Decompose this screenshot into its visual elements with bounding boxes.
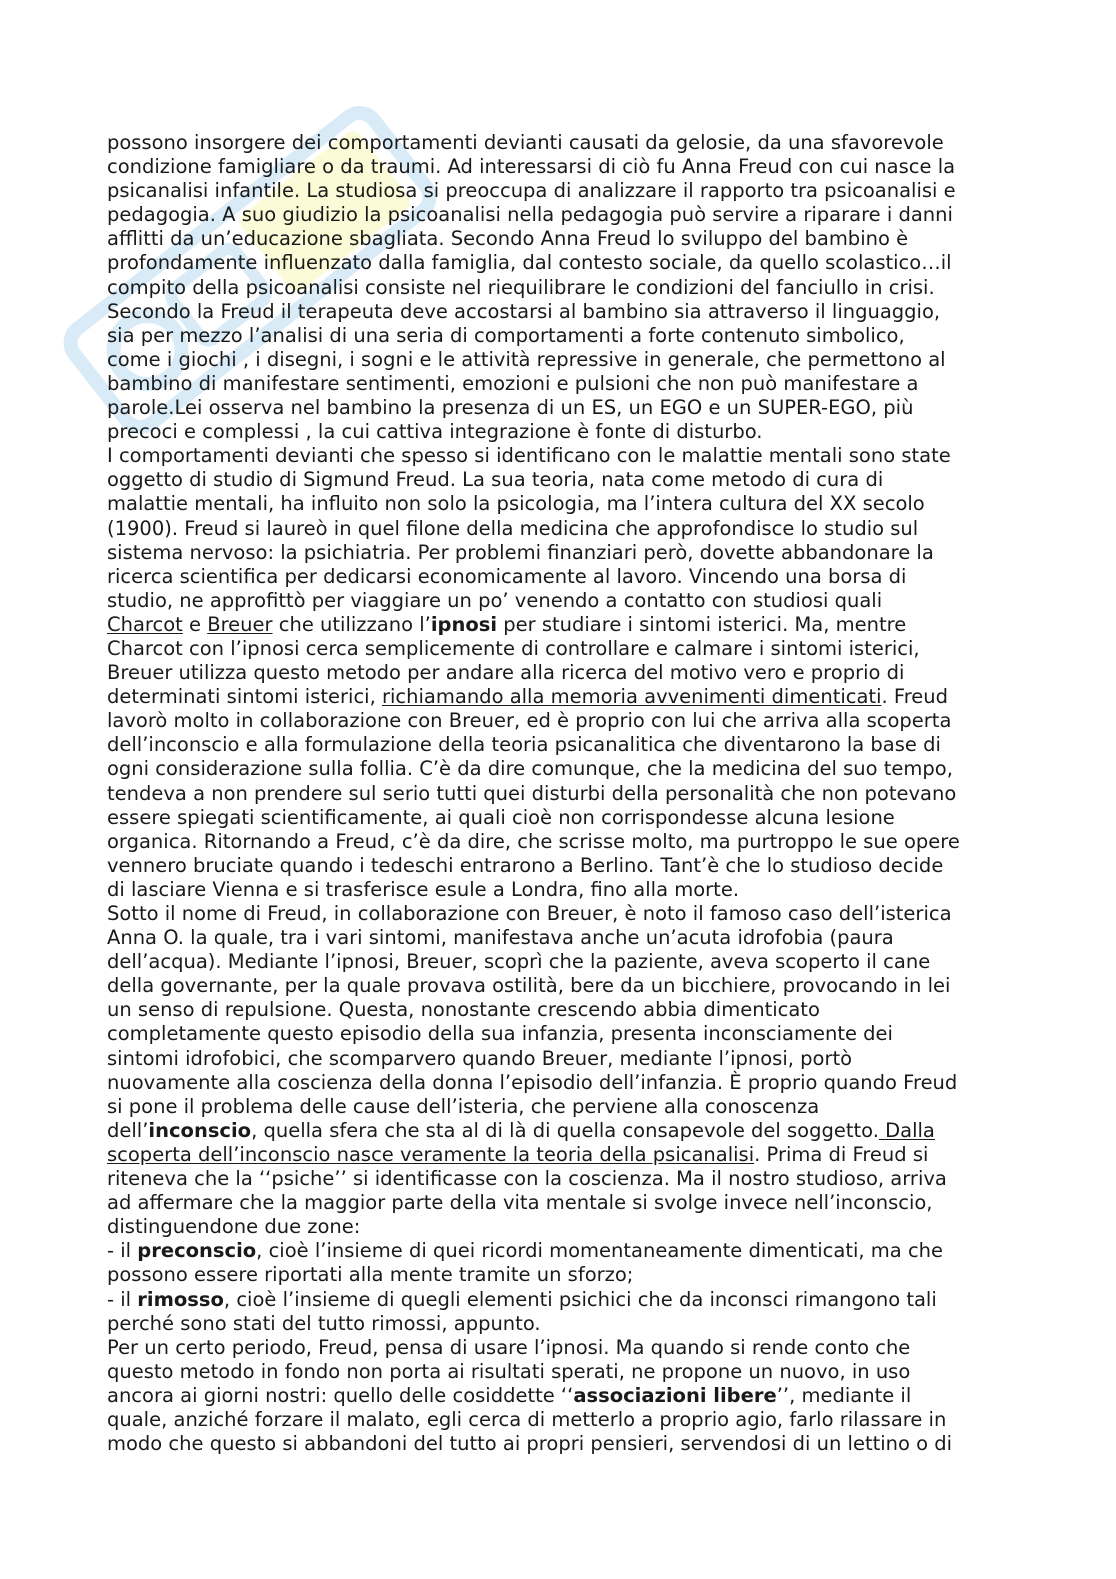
text-line <box>107 830 1007 854</box>
text-segment: , cioè l’insieme di quegli elementi psichici che da inconsci rimangono tali <box>223 1287 937 1311</box>
text-segment: organica. Ritornando a Freud, c’è da dire, che scrisse molto, ma purtroppo le sue opere <box>107 829 960 853</box>
text-segment: psicanalisi infantile. La studiosa si preoccupa di analizzare il rapporto tra psicoanalisi e <box>107 179 956 203</box>
text-line <box>107 517 1007 541</box>
text-segment: . Prima di Freud si <box>754 1142 929 1166</box>
text-segment: profondamente influenzato dalla famiglia, dal contesto sociale, da quello scolastico…il <box>107 251 952 275</box>
underlined-text: Charcot <box>107 612 183 636</box>
text-line <box>107 179 1007 203</box>
text-line <box>107 1336 1007 1360</box>
text-line <box>107 589 1007 613</box>
text-line <box>107 1360 1007 1384</box>
text-line <box>107 1143 1007 1167</box>
text-segment: Sotto il nome di Freud, in collaborazione con Breuer, è noto il famoso caso dell’isterica <box>107 902 952 925</box>
underlined-text: Breuer <box>207 612 273 636</box>
text-segment: determinati sintomi isterici, <box>107 685 382 709</box>
bold-term: associazioni libere <box>573 1383 777 1407</box>
text-segment: Anna O. la quale, tra i vari sintomi, manifestava anche un’acuta idrofobia (paura <box>107 926 894 950</box>
text-segment: pedagogia. A suo giudizio la psicoanalisi nella pedagogia può servire a riparare i danni <box>107 203 953 227</box>
text-segment: Charcot con l’ipnosi cerca semplicemente di controllare e calmare i sintomi isterici, <box>107 636 920 660</box>
text-segment: oggetto di studio di Sigmund Freud. La sua teoria, nata come metodo di cura di <box>107 468 884 492</box>
text-segment: questo metodo in fondo non porta ai risultati sperati, ne propone un nuovo, in uso <box>107 1359 911 1383</box>
text-line <box>107 950 1007 974</box>
text-line <box>107 348 1007 372</box>
text-line <box>107 155 1007 179</box>
text-line <box>107 1384 1007 1408</box>
text-segment: e <box>182 612 208 636</box>
text-line <box>107 806 1007 830</box>
text-segment: ricerca scientifica per dedicarsi economicamente al lavoro. Vincendo una borsa di <box>107 564 907 588</box>
text-line <box>107 541 1007 565</box>
text-segment: quale, anziché forzare il malato, egli cerca di metterlo a proprio agio, farlo rilassare in <box>107 1407 947 1431</box>
text-segment: Breuer utilizza questo metodo per andare alla ricerca del motivo vero e proprio di <box>107 661 905 685</box>
text-line <box>107 372 1007 396</box>
text-line <box>107 1288 1007 1312</box>
text-segment: studio, ne approfittò per viaggiare un po’ venendo a contatto con studiosi quali <box>107 588 883 612</box>
text-line <box>107 998 1007 1022</box>
text-segment: bambino di manifestare sentimenti, emozioni e pulsioni che non può manifestare a <box>107 371 919 395</box>
text-segment: parole.Lei osserva nel bambino la presenza di un ES, un EGO e un SUPER-EGO, più <box>107 396 914 420</box>
text-segment: di lasciare Vienna e si trasferisce esule a Londra, fino alla morte. <box>107 877 740 901</box>
text-line <box>107 1191 1007 1215</box>
text-segment: condizione famigliare o da traumi. Ad interessarsi di ciò fu Anna Freud con cui nasce la <box>107 155 956 179</box>
text-line <box>107 854 1007 878</box>
text-line <box>107 1263 1007 1287</box>
text-line <box>107 733 1007 757</box>
text-segment: dell’acqua). Mediante l’ipnosi, Breuer, scoprì che la paziente, aveva scoperto il cane <box>107 950 931 974</box>
text-line <box>107 396 1007 420</box>
bold-term: preconscio <box>137 1239 257 1263</box>
text-segment: sintomi idrofobici, che scomparvero quando Breuer, mediante l’ipnosi, portò <box>107 1046 853 1070</box>
text-segment: dell’inconscio e alla formulazione della teoria psicanalitica che diventarono la base di <box>107 733 941 757</box>
bold-term: ipnosi <box>430 612 498 636</box>
text-segment: (1900). Freud si laureò in quel filone della medicina che approfondisce lo studio sul <box>107 516 919 540</box>
text-line <box>107 492 1007 516</box>
text-segment: come i giochi , i disegni, i sogni e le attività repressive in generale, che permettono al <box>107 347 946 371</box>
text-segment: , cioè l’insieme di quei ricordi momentaneamente dimenticati, ma che <box>256 1239 944 1263</box>
text-line <box>107 661 1007 685</box>
text-segment: Secondo la Freud il terapeuta deve accostarsi al bambino sia attraverso il linguaggio, <box>107 299 941 323</box>
text-segment: un senso di repulsione. Questa, nonostante crescendo abbia dimenticato <box>107 998 820 1022</box>
bold-term: inconscio <box>148 1118 252 1142</box>
text-segment: completamente questo episodio della sua infanzia, presenta inconsciamente dei <box>107 1022 893 1046</box>
text-line <box>107 902 1007 926</box>
text-segment: essere spiegati scientificamente, ai quali cioè non corrispondesse alcuna lesione <box>107 805 895 829</box>
text-segment: ad affermare che la maggior parte della vita mentale si svolge invece nell’inconscio, <box>107 1191 933 1215</box>
text-line <box>107 613 1007 637</box>
text-line <box>107 1071 1007 1095</box>
text-line <box>107 1432 1007 1456</box>
text-line <box>107 878 1007 902</box>
text-segment: Per un certo periodo, Freud, pensa di usare l’ipnosi. Ma quando si rende conto che <box>107 1335 911 1359</box>
text-line <box>107 468 1007 492</box>
text-line <box>107 926 1007 950</box>
text-line <box>107 324 1007 348</box>
text-line <box>107 1119 1007 1143</box>
text-line <box>107 300 1007 324</box>
text-line <box>107 251 1007 275</box>
underlined-text: richiamando alla memoria avvenimenti dimenticati <box>382 685 882 709</box>
text-segment: malattie mentali, ha influito non solo la psicologia, ma l’intera cultura del XX secolo <box>107 492 925 516</box>
text-line <box>107 131 1007 155</box>
text-line <box>107 782 1007 806</box>
text-segment: ancora ai giorni nostri: quello delle cosiddette ‘‘ <box>107 1383 574 1407</box>
text-segment: ogni considerazione sulla follia. C’è da dire comunque, che la medicina del suo tempo, <box>107 757 953 781</box>
text-segment: . Freud <box>881 685 949 709</box>
text-line <box>107 1167 1007 1191</box>
body-text <box>107 131 1007 1456</box>
text-segment: nuovamente alla coscienza della donna l’episodio dell’infanzia. È proprio quando Freud <box>107 1070 958 1094</box>
text-line <box>107 757 1007 781</box>
text-segment: riteneva che la ‘‘psiche’’ si identificasse con la coscienza. Ma il nostro studioso, arriva <box>107 1167 947 1191</box>
text-line <box>107 1239 1007 1263</box>
text-segment: tendeva a non prendere sul serio tutti quei disturbi della personalità che non potevano <box>107 781 957 805</box>
text-segment: afflitti da un’educazione sbagliata. Secondo Anna Freud lo sviluppo del bambino è <box>107 227 909 251</box>
text-segment: sistema nervoso: la psichiatria. Per problemi finanziari però, dovette abbandonare la <box>107 540 934 564</box>
text-segment: che utilizzano l’ <box>272 612 431 636</box>
text-segment: perché sono stati del tutto rimossi, appunto. <box>107 1311 541 1335</box>
text-line <box>107 1022 1007 1046</box>
text-segment: lavorò molto in collaborazione con Breuer, ed è proprio con lui che arriva alla scoperta <box>107 709 952 733</box>
text-line <box>107 709 1007 733</box>
text-segment: della governante, per la quale provava ostilità, bere da un bicchiere, provocando in lei <box>107 974 951 998</box>
text-line <box>107 565 1007 589</box>
text-segment: modo che questo si abbandoni del tutto ai propri pensieri, servendosi di un lettino o di <box>107 1432 953 1456</box>
text-segment: precoci e complessi , la cui cattiva integrazione è fonte di disturbo. <box>107 420 763 444</box>
text-segment: dell’ <box>107 1118 149 1142</box>
text-segment: vennero bruciate quando i tedeschi entrarono a Berlino. Tant’è che lo studioso decide <box>107 853 944 877</box>
text-line <box>107 1095 1007 1119</box>
text-segment: ’’, mediante il <box>776 1383 912 1407</box>
text-line <box>107 420 1007 444</box>
underlined-text: scoperta dell’inconscio nasce veramente la teoria della psicanalisi <box>107 1142 755 1166</box>
text-segment: distinguendone due zone: <box>107 1215 361 1239</box>
text-segment: possono insorgere dei comportamenti devianti causati da gelosie, da una sfavorevole <box>107 131 944 154</box>
text-segment: , quella sfera che sta al di là di quella consapevole del soggetto. <box>251 1118 879 1142</box>
text-segment: si pone il problema delle cause dell’isteria, che perviene alla conoscenza <box>107 1094 820 1118</box>
text-line <box>107 1408 1007 1432</box>
text-segment: - il <box>107 1239 138 1263</box>
text-line <box>107 1312 1007 1336</box>
text-segment: I comportamenti devianti che spesso si identificano con le malattie mentali sono state <box>107 444 951 468</box>
bold-term: rimosso <box>137 1287 224 1311</box>
text-line <box>107 227 1007 251</box>
text-line <box>107 1047 1007 1071</box>
text-line <box>107 637 1007 661</box>
text-segment: possono essere riportati alla mente tramite un sforzo; <box>107 1263 634 1287</box>
text-segment: sia per mezzo l’analisi di una seria di comportamenti a forte contenuto simbolico, <box>107 323 905 347</box>
text-segment: per studiare i sintomi isterici. Ma, mentre <box>497 612 907 636</box>
text-line <box>107 974 1007 998</box>
text-line <box>107 276 1007 300</box>
text-line <box>107 203 1007 227</box>
text-line <box>107 685 1007 709</box>
text-segment: - il <box>107 1287 138 1311</box>
text-line <box>107 1215 1007 1239</box>
text-line <box>107 444 1007 468</box>
underlined-text: Dalla <box>878 1118 935 1142</box>
text-segment: compito della psicoanalisi consiste nel riequilibrare le condizioni del fanciullo in crisi. <box>107 275 935 299</box>
